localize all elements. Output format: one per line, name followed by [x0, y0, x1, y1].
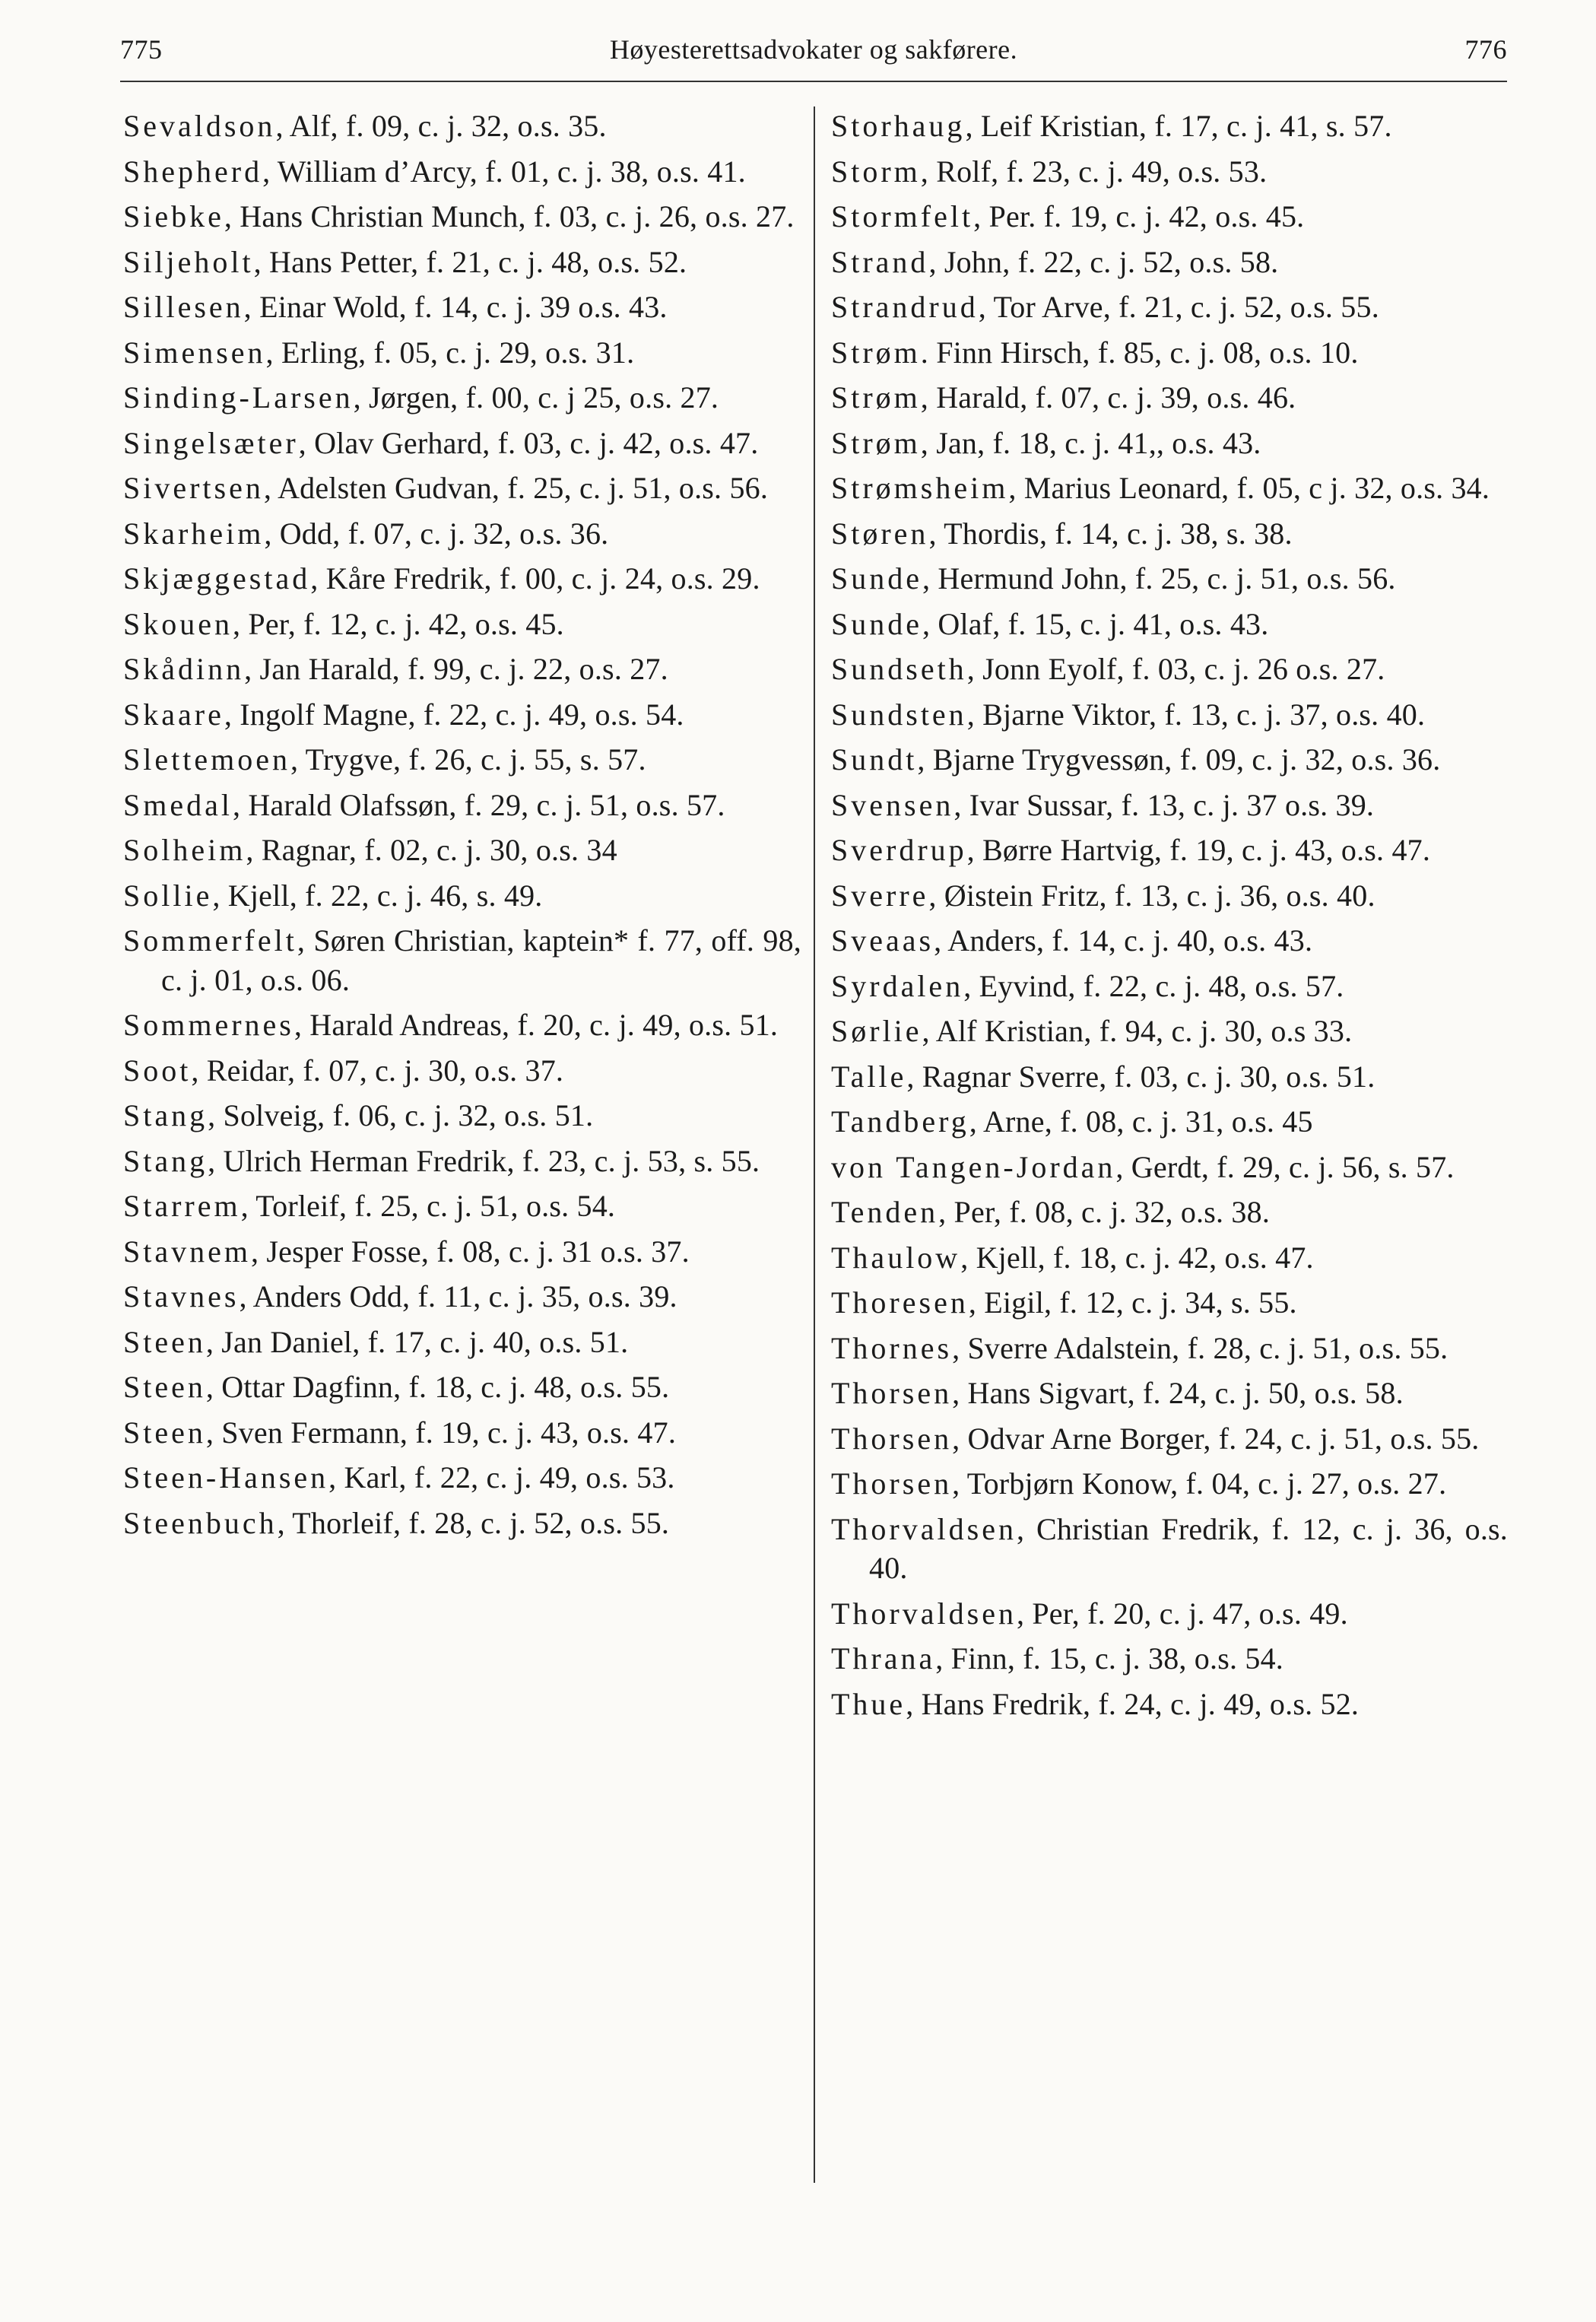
directory-entry [831, 1639, 1508, 1679]
entry-details: , Hans Sigvart, f. 24, c. j. 50, o.s. 58. [952, 1376, 1404, 1410]
entry-surname: Stavnem [123, 1234, 251, 1269]
entry-surname: Stormfelt [831, 199, 974, 233]
directory-entry [123, 831, 801, 870]
directory-entry [123, 1096, 801, 1136]
entry-surname: Stavnes [123, 1279, 240, 1313]
entry-details: , Sven Fermann, f. 19, c. j. 43, o.s. 47. [205, 1415, 677, 1450]
directory-entry [831, 650, 1508, 689]
entry-surname: Sivertsen [123, 471, 264, 505]
entry-surname: Skouen [123, 606, 233, 641]
entry-details: , Odd, f. 07, c. j. 32, o.s. 36. [264, 516, 609, 551]
entry-details: , Rolf, f. 23, c. j. 49, o.s. 53. [920, 154, 1268, 189]
directory-entry [123, 876, 801, 916]
entry-details: , Jan Harald, f. 99, c. j. 22, o.s. 27. [244, 652, 668, 686]
directory-entry [123, 650, 801, 689]
entry-details: , Thorleif, f. 28, c. j. 52, o.s. 55. [277, 1505, 670, 1540]
directory-entry [123, 605, 801, 644]
entry-details: , Ottar Dagfinn, f. 18, c. j. 48, o.s. 55. [205, 1370, 670, 1404]
entry-details: , Jørgen, f. 00, c. j 25, o.s. 27. [353, 380, 719, 415]
directory-entry [123, 1232, 801, 1272]
entry-details: , Trygve, f. 26, c. j. 55, s. 57. [290, 742, 646, 777]
entry-details: , Per. f. 19, c. j. 42, o.s. 45. [973, 199, 1305, 233]
entry-surname: Steen [123, 1415, 206, 1450]
entry-details: , Jan Daniel, f. 17, c. j. 40, o.s. 51. [205, 1324, 629, 1359]
directory-entry [831, 514, 1508, 554]
entry-details: , Christian Fredrik, f. 12, c. j. 36, o.s. 40. [869, 1511, 1508, 1585]
directory-entry [831, 1594, 1508, 1634]
entry-surname: Strømsheim [831, 471, 1009, 505]
entry-surname: Singelsæter [123, 425, 299, 460]
directory-entry [831, 831, 1508, 870]
entry-details: , Einar Wold, f. 14, c. j. 39 o.s. 43. [243, 290, 668, 324]
entry-surname: Sinding-Larsen [123, 380, 354, 415]
entry-details: , Børre Hartvig, f. 19, c. j. 43, o.s. 47. [966, 833, 1431, 867]
entry-details: , Hermund John, f. 25, c. j. 51, o.s. 56. [922, 561, 1396, 596]
entry-surname: Simensen [123, 335, 266, 370]
entry-surname: Sunde [831, 606, 922, 641]
entry-details: , Ivar Sussar, f. 13, c. j. 37 o.s. 39. [953, 787, 1375, 822]
directory-entry [831, 424, 1508, 463]
entry-details: , Hans Fredrik, f. 24, c. j. 49, o.s. 52. [906, 1686, 1360, 1721]
entry-surname: Steen [123, 1370, 206, 1404]
directory-entry [831, 1329, 1508, 1368]
directory-entry [831, 469, 1508, 508]
entry-details: , Alf, f. 09, c. j. 32, o.s. 35. [275, 109, 607, 143]
directory-entry [831, 1510, 1508, 1588]
entry-details: , Jan, f. 18, c. j. 41,, o.s. 43. [920, 425, 1261, 460]
entry-details: , Leif Kristian, f. 17, c. j. 41, s. 57. [965, 109, 1392, 143]
entry-surname: Steen-Hansen [123, 1460, 329, 1495]
directory-entry [831, 333, 1508, 373]
entry-surname: Storhaug [831, 109, 966, 143]
entry-details: , Arne, f. 08, c. j. 31, o.s. 45 [969, 1104, 1313, 1139]
directory-entry [831, 740, 1508, 780]
entry-surname: Sunde [831, 561, 922, 596]
directory-entry [123, 424, 801, 463]
entry-details: , Marius Leonard, f. 05, c j. 32, o.s. 34. [1008, 471, 1490, 505]
column-divider [814, 106, 815, 2183]
entry-details: , Odvar Arne Borger, f. 24, c. j. 51, o.s. 55. [952, 1421, 1480, 1456]
entry-surname: Thorsen [831, 1376, 953, 1410]
left-page-number: 775 [120, 34, 163, 65]
entry-surname: Sverre [831, 878, 929, 913]
directory-entry [123, 1277, 801, 1317]
directory-entry [123, 243, 801, 282]
directory-entry [831, 1148, 1508, 1187]
entry-surname: Sveaas [831, 923, 934, 958]
entry-surname: Thaulow [831, 1240, 961, 1275]
directory-entry [123, 1051, 801, 1091]
entry-details: , Karl, f. 22, c. j. 49, o.s. 53. [328, 1460, 675, 1495]
directory-entry [831, 1238, 1508, 1278]
entry-surname: Storm [831, 154, 921, 189]
directory-entry [123, 106, 801, 146]
directory-entry [831, 1283, 1508, 1323]
entry-surname: Stang [123, 1098, 208, 1132]
entry-surname: Svensen [831, 787, 954, 822]
entry-details: , Kåre Fredrik, f. 00, c. j. 24, o.s. 29. [310, 561, 760, 596]
entry-surname: Starrem [123, 1189, 241, 1223]
entry-details: , Bjarne Trygvessøn, f. 09, c. j. 32, o.s. 36. [917, 742, 1441, 777]
entry-details: , Tor Arve, f. 21, c. j. 52, o.s. 55. [978, 290, 1379, 324]
directory-entry [831, 1685, 1508, 1724]
entry-surname: Stang [123, 1143, 208, 1178]
entry-surname: Thoresen [831, 1285, 969, 1320]
directory-entry [123, 786, 801, 825]
entry-surname: Skarheim [123, 516, 265, 551]
entry-surname: Tenden [831, 1195, 939, 1229]
entry-surname: Sommernes [123, 1008, 294, 1042]
directory-entry [831, 1374, 1508, 1413]
entry-details: , Kjell, f. 18, c. j. 42, o.s. 47. [960, 1240, 1314, 1275]
entry-surname: Solheim [123, 833, 246, 867]
entry-surname: Støren [831, 516, 929, 551]
directory-entry [123, 378, 801, 418]
entry-surname: Sommerfelt [123, 923, 297, 958]
left-column [123, 106, 801, 1549]
directory-entry [123, 197, 801, 237]
directory-entry [123, 469, 801, 508]
directory-entry [123, 1367, 801, 1407]
entry-surname: Thorsen [831, 1466, 953, 1501]
entry-details: , Anders Odd, f. 11, c. j. 35, o.s. 39. [239, 1279, 677, 1313]
directory-entry [123, 1005, 801, 1045]
directory-entry [831, 1057, 1508, 1097]
directory-entry [123, 1323, 801, 1362]
entry-surname: Strand [831, 244, 929, 279]
directory-entry [831, 786, 1508, 825]
entry-surname: Thorsen [831, 1421, 953, 1456]
entry-details: , Harald, f. 07, c. j. 39, o.s. 46. [920, 380, 1296, 415]
directory-entry [123, 287, 801, 327]
entry-details: , Ragnar, f. 02, c. j. 30, o.s. 34 [246, 833, 617, 867]
entry-surname: Slettemoen [123, 742, 290, 777]
page-header [120, 33, 1507, 79]
entry-surname: Sillesen [123, 290, 244, 324]
entry-details: , William d’Arcy, f. 01, c. j. 38, o.s. 41. [262, 154, 746, 189]
entry-surname: Siljeholt [123, 244, 254, 279]
directory-entry [831, 1464, 1508, 1504]
directory-entry [831, 967, 1508, 1006]
entry-surname: Sverdrup [831, 833, 967, 867]
directory-entry [123, 1504, 801, 1543]
entry-details: , Olav Gerhard, f. 03, c. j. 42, o.s. 47. [298, 425, 759, 460]
entry-surname: Sevaldson [123, 109, 276, 143]
entry-details: , Per, f. 08, c. j. 32, o.s. 38. [938, 1195, 1271, 1229]
entry-surname: Steen [123, 1324, 206, 1359]
directory-entry [123, 1458, 801, 1498]
directory-entry [123, 1142, 801, 1181]
directory-entry [831, 605, 1508, 644]
entry-details: , Øistein Fritz, f. 13, c. j. 36, o.s. 40. [928, 878, 1375, 913]
directory-entry [831, 1193, 1508, 1232]
entry-surname: von Tangen-Jordan [831, 1149, 1116, 1184]
entry-surname: Talle [831, 1059, 907, 1094]
page-title: Høyesterettsadvokater og sakførere. [609, 34, 1018, 65]
directory-entry [831, 378, 1508, 418]
entry-details: , Torbjørn Konow, f. 04, c. j. 27, o.s. 27. [952, 1466, 1447, 1501]
entry-surname: Skjæggestad [123, 561, 311, 596]
entry-details: , Ingolf Magne, f. 22, c. j. 49, o.s. 54. [224, 697, 684, 732]
directory-entry [123, 333, 801, 373]
directory-entry [831, 876, 1508, 916]
entry-details: , Ulrich Herman Fredrik, f. 23, c. j. 53, s. 55. [208, 1143, 760, 1178]
entry-details: , Thordis, f. 14, c. j. 38, s. 38. [928, 516, 1293, 551]
entry-details: , Finn, f. 15, c. j. 38, o.s. 54. [935, 1641, 1283, 1676]
entry-details: , Kjell, f. 22, c. j. 46, s. 49. [212, 878, 543, 913]
entry-surname: Siebke [123, 199, 224, 233]
entry-surname: Skådinn [123, 652, 245, 686]
entry-surname: Thue [831, 1686, 906, 1721]
entry-surname: Sundt [831, 742, 918, 777]
entry-details: , Adelsten Gudvan, f. 25, c. j. 51, o.s. 56. [263, 471, 769, 505]
entry-details: , Eyvind, f. 22, c. j. 48, o.s. 57. [963, 968, 1344, 1003]
entry-details: , Harald Andreas, f. 20, c. j. 49, o.s. 51. [293, 1008, 779, 1042]
directory-entry [831, 1012, 1508, 1051]
entry-surname: Tandberg [831, 1104, 969, 1139]
entry-surname: Strøm [831, 425, 921, 460]
entry-surname: Sundseth [831, 652, 967, 686]
entry-surname: Strandrud [831, 290, 979, 324]
entry-details: , Gerdt, f. 29, c. j. 56, s. 57. [1115, 1149, 1455, 1184]
entry-surname: Thrana [831, 1641, 936, 1676]
entry-surname: Strøm [831, 380, 921, 415]
directory-entry [123, 559, 801, 599]
entry-details: , Torleif, f. 25, c. j. 51, o.s. 54. [240, 1189, 616, 1223]
directory-entry [123, 695, 801, 735]
directory-entry [123, 921, 801, 999]
entry-surname: Steenbuch [123, 1505, 278, 1540]
directory-entry [831, 695, 1508, 735]
entry-surname: Strøm [831, 335, 921, 370]
entry-surname: Sørlie [831, 1014, 922, 1048]
entry-details: , Ragnar Sverre, f. 03, c. j. 30, o.s. 51. [906, 1059, 1375, 1094]
directory-entry [123, 1186, 801, 1226]
entry-details: , Solveig, f. 06, c. j. 32, o.s. 51. [208, 1098, 594, 1132]
directory-entry [831, 197, 1508, 237]
directory-entry [831, 106, 1508, 146]
entry-details: , Anders, f. 14, c. j. 40, o.s. 43. [934, 923, 1313, 958]
directory-entry [831, 1102, 1508, 1142]
directory-entry [831, 287, 1508, 327]
entry-details: , Hans Petter, f. 21, c. j. 48, o.s. 52. [253, 244, 687, 279]
directory-entry [831, 1419, 1508, 1459]
entry-details: , Bjarne Viktor, f. 13, c. j. 37, o.s. 40. [966, 697, 1426, 732]
entry-details: , Jesper Fosse, f. 08, c. j. 31 o.s. 37. [250, 1234, 690, 1269]
entry-details: , John, f. 22, c. j. 52, o.s. 58. [928, 244, 1279, 279]
directory-entry [831, 152, 1508, 192]
entry-surname: Sundsten [831, 697, 967, 732]
entry-details: , Sverre Adalstein, f. 28, c. j. 51, o.s. 55. [952, 1330, 1448, 1365]
entry-details: , Per, f. 20, c. j. 47, o.s. 49. [1016, 1596, 1348, 1631]
directory-entry [831, 243, 1508, 282]
entry-details: , Alf Kristian, f. 94, c. j. 30, o.s 33. [922, 1014, 1353, 1048]
directory-entry [831, 559, 1508, 599]
entry-surname: Shepherd [123, 154, 263, 189]
entry-details: , Jonn Eyolf, f. 03, c. j. 26 o.s. 27. [966, 652, 1385, 686]
entry-surname: Thorvaldsen [831, 1511, 1017, 1546]
directory-entry [123, 152, 801, 192]
header-rule [120, 81, 1507, 82]
entry-surname: Thorvaldsen [831, 1596, 1017, 1631]
entry-surname: Thornes [831, 1330, 953, 1365]
entry-surname: Syrdalen [831, 968, 964, 1003]
right-column [831, 106, 1508, 1730]
entry-details: , Eigil, f. 12, c. j. 34, s. 55. [968, 1285, 1297, 1320]
entry-details: , Harald Olafssøn, f. 29, c. j. 51, o.s. 57. [232, 787, 725, 822]
entry-surname: Soot [123, 1053, 192, 1088]
directory-entry [123, 514, 801, 554]
entry-surname: Smedal [123, 787, 233, 822]
entry-details: , Søren Christian, kaptein* f. 77, off. 98, c. j. 01, o.s. 06. [161, 923, 801, 997]
entry-surname: Skaare [123, 697, 224, 732]
entry-surname: Sollie [123, 878, 213, 913]
entry-details: , Reidar, f. 07, c. j. 30, o.s. 37. [191, 1053, 564, 1088]
directory-entry [123, 740, 801, 780]
entry-details: , Olaf, f. 15, c. j. 41, o.s. 43. [922, 606, 1269, 641]
directory-entry [831, 921, 1508, 961]
entry-details: , Erling, f. 05, c. j. 29, o.s. 31. [265, 335, 635, 370]
directory-entry [123, 1413, 801, 1453]
right-page-number: 776 [1464, 34, 1507, 65]
entry-details: , Hans Christian Munch, f. 03, c. j. 26, o.s. 27. [224, 199, 795, 233]
entry-details: . Finn Hirsch, f. 85, c. j. 08, o.s. 10. [920, 335, 1359, 370]
entry-details: , Per, f. 12, c. j. 42, o.s. 45. [233, 606, 564, 641]
